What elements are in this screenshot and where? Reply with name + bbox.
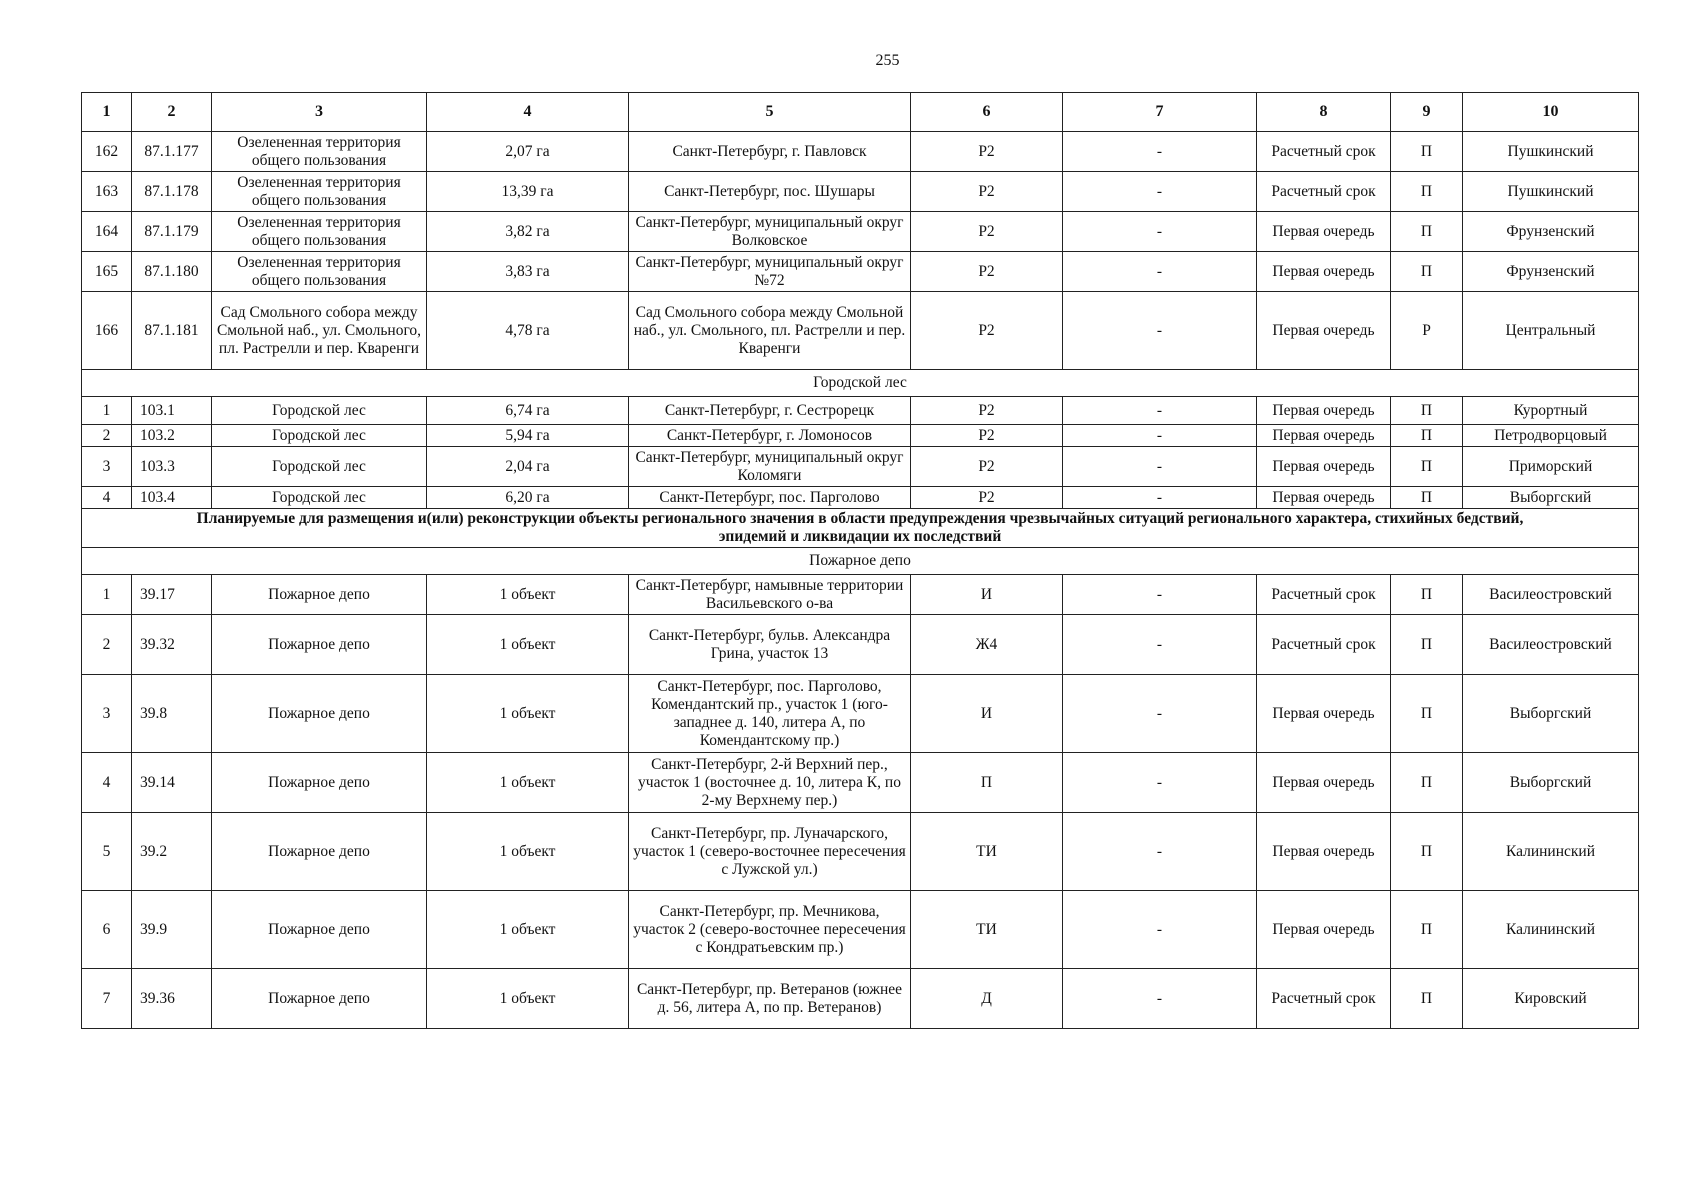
object-location: Санкт-Петербург, бульв. Александра Грина, участок 13 [629, 615, 911, 675]
object-status: П [1391, 813, 1463, 891]
zone-code: Р2 [911, 252, 1063, 292]
zone-code: Д [911, 969, 1063, 1029]
object-status: П [1391, 615, 1463, 675]
col-header: 10 [1463, 93, 1639, 132]
page-number: 255 [875, 52, 900, 69]
section-row [82, 370, 1639, 397]
object-name: Городской лес [212, 447, 427, 487]
implementation-term: Первая очередь [1257, 397, 1391, 425]
object-name: Озелененная территория общего пользования [212, 172, 427, 212]
object-location: Санкт-Петербург, г. Ломоносов [629, 425, 911, 447]
object-status: П [1391, 132, 1463, 172]
object-name: Пожарное депо [212, 675, 427, 753]
district-name: Пушкинский [1463, 132, 1639, 172]
object-location: Сад Смольного собора между Смольной наб., ул. Смольного, пл. Растрелли и пер. Кваренги [629, 292, 911, 370]
object-location: Санкт-Петербург, 2-й Верхний пер., участок 1 (восточнее д. 10, литера К, по 2-му Верхнему пер.) [629, 753, 911, 813]
district-name: Пушкинский [1463, 172, 1639, 212]
column-7-value: - [1063, 675, 1257, 753]
zone-code: И [911, 675, 1063, 753]
district-name: Кировский [1463, 969, 1639, 1029]
object-name: Пожарное депо [212, 753, 427, 813]
column-7-value: - [1063, 813, 1257, 891]
zone-code: Ж4 [911, 615, 1063, 675]
object-capacity: 1 объект [427, 753, 629, 813]
object-code: 39.17 [132, 575, 212, 615]
object-status: П [1391, 397, 1463, 425]
object-capacity: 3,83 га [427, 252, 629, 292]
district-name: Курортный [1463, 397, 1639, 425]
object-status: П [1391, 447, 1463, 487]
object-status: П [1391, 425, 1463, 447]
zone-code: Р2 [911, 487, 1063, 509]
object-capacity: 2,04 га [427, 447, 629, 487]
object-code: 39.36 [132, 969, 212, 1029]
table-row [82, 252, 1639, 292]
column-7-value: - [1063, 487, 1257, 509]
section-title-planned: Планируемые для размещения и(или) реконструкции объекты регионального значения в области предупреждения чрезвычайных ситуаций регионального характера, стихийных бедствий, эпидемий и ликвидации их последствий [82, 509, 1639, 548]
object-capacity: 6,20 га [427, 487, 629, 509]
object-location: Санкт-Петербург, г. Павловск [629, 132, 911, 172]
object-capacity: 1 объект [427, 575, 629, 615]
object-capacity: 3,82 га [427, 212, 629, 252]
table-row [82, 575, 1639, 615]
object-name: Пожарное депо [212, 969, 427, 1029]
object-code: 87.1.180 [132, 252, 212, 292]
object-capacity: 1 объект [427, 813, 629, 891]
object-location: Санкт-Петербург, г. Сестрорецк [629, 397, 911, 425]
table-row [82, 487, 1639, 509]
row-number: 1 [82, 397, 132, 425]
object-status: П [1391, 487, 1463, 509]
zone-code: Р2 [911, 212, 1063, 252]
table-row [82, 615, 1639, 675]
object-name: Пожарное депо [212, 575, 427, 615]
object-status: Р [1391, 292, 1463, 370]
zone-code: ТИ [911, 813, 1063, 891]
section-row [82, 509, 1639, 548]
implementation-term: Первая очередь [1257, 753, 1391, 813]
implementation-term: Первая очередь [1257, 487, 1391, 509]
district-name: Выборгский [1463, 753, 1639, 813]
row-number: 1 [82, 575, 132, 615]
table-row [82, 969, 1639, 1029]
row-number: 4 [82, 753, 132, 813]
object-name: Озелененная территория общего пользования [212, 252, 427, 292]
column-7-value: - [1063, 252, 1257, 292]
district-name: Василеостровский [1463, 575, 1639, 615]
object-code: 39.14 [132, 753, 212, 813]
implementation-term: Первая очередь [1257, 675, 1391, 753]
object-location: Санкт-Петербург, намывные территории Васильевского о-ва [629, 575, 911, 615]
implementation-term: Расчетный срок [1257, 969, 1391, 1029]
object-location: Санкт-Петербург, муниципальный округ Коломяги [629, 447, 911, 487]
district-name: Петродворцовый [1463, 425, 1639, 447]
implementation-term: Расчетный срок [1257, 615, 1391, 675]
object-location: Санкт-Петербург, пос. Шушары [629, 172, 911, 212]
row-number: 7 [82, 969, 132, 1029]
object-capacity: 6,74 га [427, 397, 629, 425]
object-name: Озелененная территория общего пользования [212, 212, 427, 252]
col-header: 5 [629, 93, 911, 132]
column-7-value: - [1063, 615, 1257, 675]
header-row [82, 93, 1639, 132]
column-7-value: - [1063, 132, 1257, 172]
zone-code: Р2 [911, 172, 1063, 212]
object-capacity: 1 объект [427, 675, 629, 753]
zone-code: Р2 [911, 397, 1063, 425]
row-number: 4 [82, 487, 132, 509]
object-code: 87.1.179 [132, 212, 212, 252]
object-code: 103.3 [132, 447, 212, 487]
column-7-value: - [1063, 891, 1257, 969]
row-number: 166 [82, 292, 132, 370]
object-name: Городской лес [212, 397, 427, 425]
column-7-value: - [1063, 753, 1257, 813]
object-status: П [1391, 753, 1463, 813]
object-name: Пожарное депо [212, 615, 427, 675]
object-capacity: 13,39 га [427, 172, 629, 212]
column-7-value: - [1063, 969, 1257, 1029]
object-capacity: 5,94 га [427, 425, 629, 447]
district-name: Василеостровский [1463, 615, 1639, 675]
object-code: 103.2 [132, 425, 212, 447]
object-location: Санкт-Петербург, пр. Ветеранов (южнее д. 56, литера А, по пр. Ветеранов) [629, 969, 911, 1029]
row-number: 162 [82, 132, 132, 172]
district-name: Калининский [1463, 813, 1639, 891]
col-header: 8 [1257, 93, 1391, 132]
table-row [82, 447, 1639, 487]
object-code: 103.1 [132, 397, 212, 425]
col-header: 1 [82, 93, 132, 132]
zone-code: П [911, 753, 1063, 813]
column-7-value: - [1063, 575, 1257, 615]
table-row [82, 813, 1639, 891]
row-number: 6 [82, 891, 132, 969]
column-7-value: - [1063, 447, 1257, 487]
object-code: 103.4 [132, 487, 212, 509]
object-location: Санкт-Петербург, пр. Мечникова, участок 2 (северо-восточнее пересечения с Кондратьевским пр.) [629, 891, 911, 969]
column-7-value: - [1063, 212, 1257, 252]
row-number: 165 [82, 252, 132, 292]
object-capacity: 2,07 га [427, 132, 629, 172]
object-status: П [1391, 575, 1463, 615]
object-status: П [1391, 172, 1463, 212]
object-capacity: 4,78 га [427, 292, 629, 370]
implementation-term: Первая очередь [1257, 447, 1391, 487]
column-7-value: - [1063, 425, 1257, 447]
object-name: Городской лес [212, 425, 427, 447]
object-location: Санкт-Петербург, пос. Парголово, Комендантский пр., участок 1 (юго-западнее д. 140, литера А, по Комендантскому пр.) [629, 675, 911, 753]
object-code: 87.1.177 [132, 132, 212, 172]
district-name: Фрунзенский [1463, 252, 1639, 292]
table-row [82, 425, 1639, 447]
table-row [82, 172, 1639, 212]
table-row [82, 397, 1639, 425]
zone-code: Р2 [911, 425, 1063, 447]
row-number: 3 [82, 447, 132, 487]
object-code: 87.1.181 [132, 292, 212, 370]
row-number: 3 [82, 675, 132, 753]
section-row [82, 548, 1639, 575]
zone-code: ТИ [911, 891, 1063, 969]
object-status: П [1391, 252, 1463, 292]
zone-code: Р2 [911, 132, 1063, 172]
object-code: 87.1.178 [132, 172, 212, 212]
implementation-term: Расчетный срок [1257, 132, 1391, 172]
table-row [82, 132, 1639, 172]
object-status: П [1391, 212, 1463, 252]
implementation-term: Первая очередь [1257, 813, 1391, 891]
object-location: Санкт-Петербург, пр. Луначарского, участок 1 (северо-восточнее пересечения с Лужской ул.) [629, 813, 911, 891]
object-capacity: 1 объект [427, 969, 629, 1029]
implementation-term: Расчетный срок [1257, 575, 1391, 615]
object-code: 39.9 [132, 891, 212, 969]
col-header: 3 [212, 93, 427, 132]
district-name: Выборгский [1463, 675, 1639, 753]
object-status: П [1391, 675, 1463, 753]
object-code: 39.2 [132, 813, 212, 891]
implementation-term: Первая очередь [1257, 252, 1391, 292]
object-name: Сад Смольного собора между Смольной наб., ул. Смольного, пл. Растрелли и пер. Кваренги [212, 292, 427, 370]
object-status: П [1391, 969, 1463, 1029]
implementation-term: Расчетный срок [1257, 172, 1391, 212]
object-name: Озелененная территория общего пользования [212, 132, 427, 172]
object-code: 39.32 [132, 615, 212, 675]
implementation-term: Первая очередь [1257, 891, 1391, 969]
zone-code: И [911, 575, 1063, 615]
district-name: Приморский [1463, 447, 1639, 487]
district-name: Калининский [1463, 891, 1639, 969]
zone-code: Р2 [911, 447, 1063, 487]
table-row [82, 212, 1639, 252]
col-header: 2 [132, 93, 212, 132]
regional-objects-table [81, 92, 1639, 1029]
section-title-fire-depot: Пожарное депо [82, 548, 1639, 575]
row-number: 2 [82, 425, 132, 447]
column-7-value: - [1063, 172, 1257, 212]
object-location: Санкт-Петербург, муниципальный округ Волковское [629, 212, 911, 252]
section-title-city-forest: Городской лес [82, 370, 1639, 397]
row-number: 5 [82, 813, 132, 891]
column-7-value: - [1063, 292, 1257, 370]
col-header: 7 [1063, 93, 1257, 132]
row-number: 2 [82, 615, 132, 675]
object-code: 39.8 [132, 675, 212, 753]
zone-code: Р2 [911, 292, 1063, 370]
object-name: Пожарное депо [212, 891, 427, 969]
object-location: Санкт-Петербург, муниципальный округ №72 [629, 252, 911, 292]
object-capacity: 1 объект [427, 891, 629, 969]
table-row [82, 891, 1639, 969]
object-capacity: 1 объект [427, 615, 629, 675]
object-name: Городской лес [212, 487, 427, 509]
column-7-value: - [1063, 397, 1257, 425]
table-row [82, 753, 1639, 813]
district-name: Фрунзенский [1463, 212, 1639, 252]
object-name: Пожарное депо [212, 813, 427, 891]
col-header: 9 [1391, 93, 1463, 132]
implementation-term: Первая очередь [1257, 212, 1391, 252]
col-header: 4 [427, 93, 629, 132]
object-status: П [1391, 891, 1463, 969]
table-row [82, 292, 1639, 370]
object-location: Санкт-Петербург, пос. Парголово [629, 487, 911, 509]
table-row [82, 675, 1639, 753]
district-name: Центральный [1463, 292, 1639, 370]
row-number: 164 [82, 212, 132, 252]
implementation-term: Первая очередь [1257, 425, 1391, 447]
implementation-term: Первая очередь [1257, 292, 1391, 370]
col-header: 6 [911, 93, 1063, 132]
district-name: Выборгский [1463, 487, 1639, 509]
row-number: 163 [82, 172, 132, 212]
